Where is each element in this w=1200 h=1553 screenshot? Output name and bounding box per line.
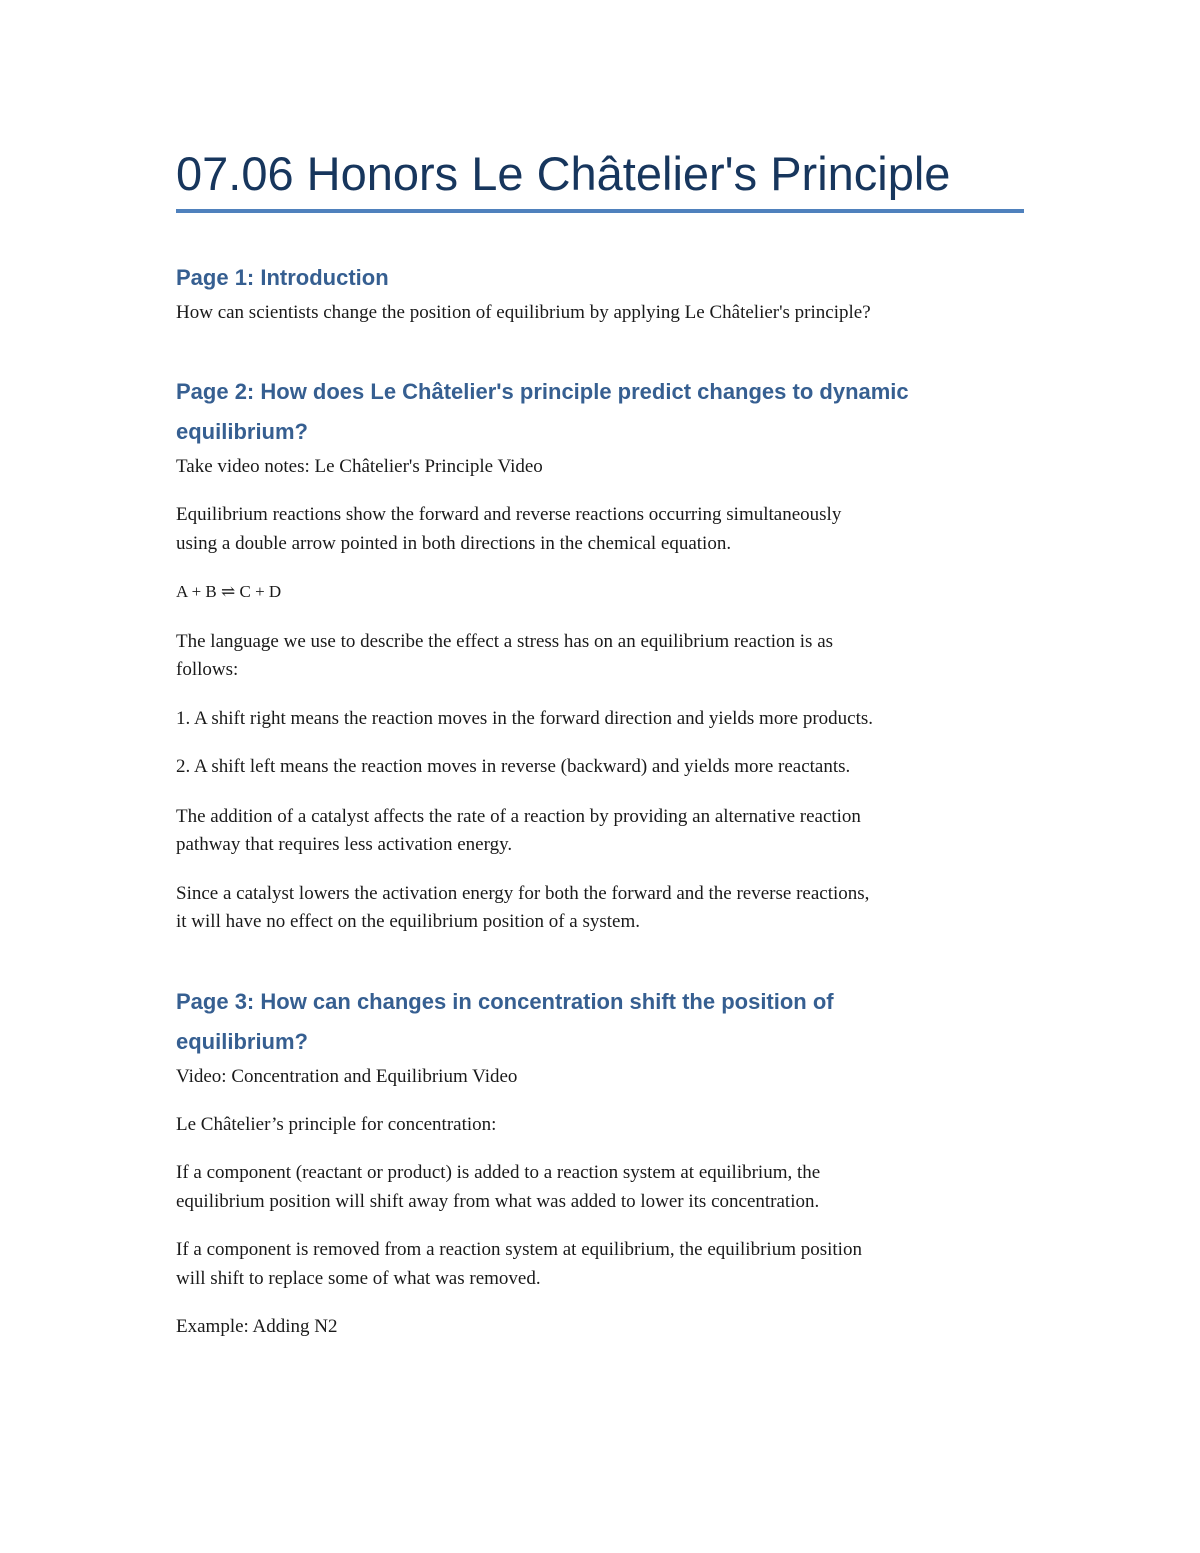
catalyst-text-line-2: pathway that requires less activation energy. <box>176 834 513 855</box>
component-added-line-2: equilibrium position will shift away from what was added to lower its concentration. <box>176 1191 820 1212</box>
catalyst-text-line-1: The addition of a catalyst affects the rate of a reaction by providing an alternative reaction <box>176 806 861 827</box>
section-2-heading-line-2: equilibrium? <box>176 419 308 444</box>
component-added-line-1: If a component (reactant or product) is added to a reaction system at equilibrium, the <box>176 1162 821 1183</box>
catalyst-effect-line-1: Since a catalyst lowers the activation energy for both the forward and the reverse reactions, <box>176 883 870 904</box>
catalyst-effect-line-2: it will have no effect on the equilibrium position of a system. <box>176 911 641 932</box>
section-2-heading-line-1: Page 2: How does Le Châtelier's principle predict changes to dynamic <box>176 379 909 404</box>
language-text-line-2: follows: <box>176 659 239 680</box>
principle-concentration-text: Le Châtelier’s principle for concentration: <box>176 1114 497 1135</box>
component-removed-line-2: will shift to replace some of what was removed. <box>176 1268 541 1289</box>
list-item-shift-right: 1. A shift right means the reaction moves in the forward direction and yields more products. <box>176 708 874 729</box>
video-notes-text: Take video notes: Le Châtelier's Principle Video <box>176 456 543 477</box>
equilibrium-text-line-1: Equilibrium reactions show the forward and reverse reactions occurring simultaneously <box>176 504 842 525</box>
section-1-heading: Page 1: Introduction <box>176 265 389 290</box>
language-text-line-1: The language we use to describe the effect a stress has on an equilibrium reaction is as <box>176 631 834 652</box>
example-text: Example: Adding N2 <box>176 1316 338 1337</box>
equilibrium-text-line-2: using a double arrow pointed in both directions in the chemical equation. <box>176 533 732 554</box>
title-underline <box>176 209 1024 213</box>
component-removed-line-1: If a component is removed from a reaction system at equilibrium, the equilibrium position <box>176 1239 862 1260</box>
equilibrium-equation: A + B ⇌ C + D <box>176 582 282 601</box>
section-1-question: How can scientists change the position of equilibrium by applying Le Châtelier's principle? <box>176 302 871 323</box>
document-title: 07.06 Honors Le Châtelier's Principle <box>176 147 951 200</box>
section-3-heading-line-1: Page 3: How can changes in concentration shift the position of <box>176 989 834 1014</box>
section-3-heading-line-2: equilibrium? <box>176 1029 308 1054</box>
concentration-video-text: Video: Concentration and Equilibrium Video <box>176 1066 518 1087</box>
list-item-shift-left: 2. A shift left means the reaction moves in reverse (backward) and yields more reactants. <box>176 756 851 777</box>
